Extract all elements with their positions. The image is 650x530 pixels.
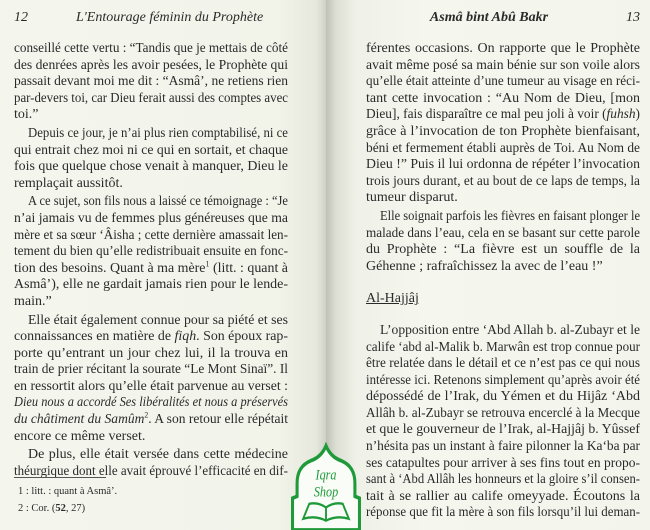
text-line: réponse que fit la mère à son fils lorsqu’il lui deman-	[366, 505, 640, 521]
paragraph	[14, 447, 288, 480]
text-line: porte qu’entrant un jour chez lui, il la trouva en	[14, 345, 288, 361]
text-line: béni et fermement établi auprès de Toi. Au Nom de	[366, 140, 640, 156]
text-line: tion des besoins. Quant à ma mère$^1$ (litt. : quant à	[14, 259, 288, 276]
text-line: conseillé cette vertu : “Tandis que je mettais de côté	[14, 41, 288, 56]
text-line: L’opposition entre ‘Abd Allah b. al-Zubayr et le	[380, 322, 640, 338]
page-number: 13	[626, 10, 640, 25]
paragraph	[366, 323, 640, 522]
text-line: malade dans l’eau, cela en se basant sur cette parole	[366, 225, 640, 241]
text-line: passait devant moi me dit : “Asmâ’, ne retiens rien	[14, 74, 288, 90]
text-line: fois que quelque chose venait à manquer, Dieu le	[14, 159, 288, 175]
page-number: 12	[14, 10, 28, 25]
text-line: avait même posé sa main bénie sur son voile alors	[366, 57, 640, 73]
text-line: intéresse ici. Retenons simplement qu’après avoir été	[366, 372, 640, 388]
text-line: du châtiment du Samûm$^2$. A son retour elle répétait	[14, 410, 288, 428]
text-line: Géhenne ; rafraîchissez la avec de l’eau !”	[366, 258, 603, 274]
text-line: Elle était également connue pour sa piété et ses	[28, 312, 288, 328]
paragraph	[14, 194, 288, 310]
text-line: qui entrait chez moi ni ce qui en sortait, et chaque	[14, 142, 288, 158]
text-line: remplaçait aussitôt.	[14, 175, 123, 191]
text-line: Allâh b. al-Zubayr se retrouva encerclé à la Mecque	[366, 405, 640, 421]
logo-text-iqra: Iqra	[315, 466, 337, 483]
text-line: De plus, elle était versée dans cette médecine	[28, 447, 288, 463]
text-line: connaissances en matière de fiqh. Son époux rap-	[14, 329, 288, 345]
text-line: Elle soignait parfois les fièvres en faisant plonger le	[380, 208, 640, 224]
text-line: par-devers toi, car Dieu ferait aussi des comptes avec	[14, 90, 288, 106]
paragraph	[366, 209, 640, 275]
paragraph	[14, 126, 288, 192]
text-line: tumeur disparut.	[366, 190, 458, 206]
text-line: ses catapultes pour arriver à ses fins tout en propo-	[366, 455, 640, 471]
running-head: L'Entourage féminin du Prophète	[76, 10, 264, 25]
right-page	[326, 0, 650, 530]
text-line: mère et sa sœur ‘Âisha ; cette dernière amassait len-	[14, 227, 288, 243]
text-line: trois jours durant, et au bout de ce laps de temps, la	[366, 173, 640, 189]
text-line: toi.”	[14, 107, 39, 123]
text-line: tait à se rallier au calife omeyyade. Écoutons la	[366, 488, 640, 504]
paragraph	[366, 41, 640, 207]
paragraph	[14, 41, 288, 124]
paragraph	[14, 313, 288, 446]
text-line: Dieu !” Puis il lui ordonna de répéter l’invocation	[366, 157, 640, 173]
footnote-rule	[14, 477, 106, 478]
text-line: main.”	[14, 293, 52, 309]
text-line: A ce sujet, son fils nous a laissé ce témoignage : “Je	[28, 194, 288, 210]
text-line: Dieu nous a accordé Ses libéralités et nous a préservés	[14, 395, 288, 411]
footnote-1: 1 : litt. : quant à Asmâ’.	[18, 486, 118, 497]
text-line: du Prophète : “La fièvre est un souffle de la	[366, 242, 640, 258]
text-line: dépossédé de l’Irak, du Yémen et du Hijâz ‘Abd	[366, 389, 640, 405]
text-line: n’ai jamais vu de femmes plus généreuses que ma	[14, 210, 288, 226]
text-line: et que le gouverneur de l’Irak, al-Hajjâj b. Yûssef	[366, 422, 640, 438]
text-line: en ressortit alors qu’elle était parvenue au verset :	[14, 378, 288, 394]
text-line: train de prier récitant la sourate “Le Mont Sinaï”. Il	[14, 362, 288, 378]
iqra-shop-watermark-logo	[291, 442, 361, 530]
text-line: grâce à l’invocation de ton Prophète bienfaisant,	[366, 123, 640, 139]
text-line: n’hésita pas un instant à faire pilonner la Ka‘ba par	[366, 439, 640, 455]
body-text	[366, 41, 640, 522]
text-line: qu’elle était atteinte d’une tumeur au visage en réci-	[366, 74, 640, 90]
text-line: Asmâ’), elle ne gardait jamais rien pour le lende-	[14, 277, 288, 293]
text-line: Dieu], fais disparaître ce mal peu joli à voir (fuhsh)	[366, 107, 640, 123]
body-text	[14, 41, 288, 480]
footnote-2: 2 : Cor. (52, 27)	[18, 503, 86, 514]
text-line: théurgique dont elle avait éprouvé l’efficacité en dif-	[14, 463, 288, 479]
section-heading: Al-Hajjâj	[366, 291, 419, 307]
text-line: tement du bien qu’elle redistribuait ensuite en fonc-	[14, 244, 288, 260]
text-line: encore ce même verset.	[14, 428, 146, 444]
logo-text-shop: Shop	[313, 483, 339, 500]
text-line: calife ‘abd al-Malik b. Marwân est trop connue pour	[366, 339, 640, 355]
text-line: Depuis ce jour, je n’ai plus rien comptabilisé, ni ce	[28, 125, 288, 141]
text-line: être relatée dans le détail et ce n’est pas ce qui nous	[366, 356, 640, 372]
running-head: Asmâ bint Abû Bakr	[429, 10, 549, 25]
text-line: férentes occasions. On rapporte que le Prophète	[366, 41, 640, 56]
text-line: sant à ‘Abd Allâh les honneurs et la gloire s’il consen-	[366, 472, 640, 488]
text-line: tant cette invocation : “Au Nom de Dieu, [mon	[366, 90, 640, 106]
text-line: des denrées après les avoir pesées, le Prophète qui	[14, 57, 288, 73]
